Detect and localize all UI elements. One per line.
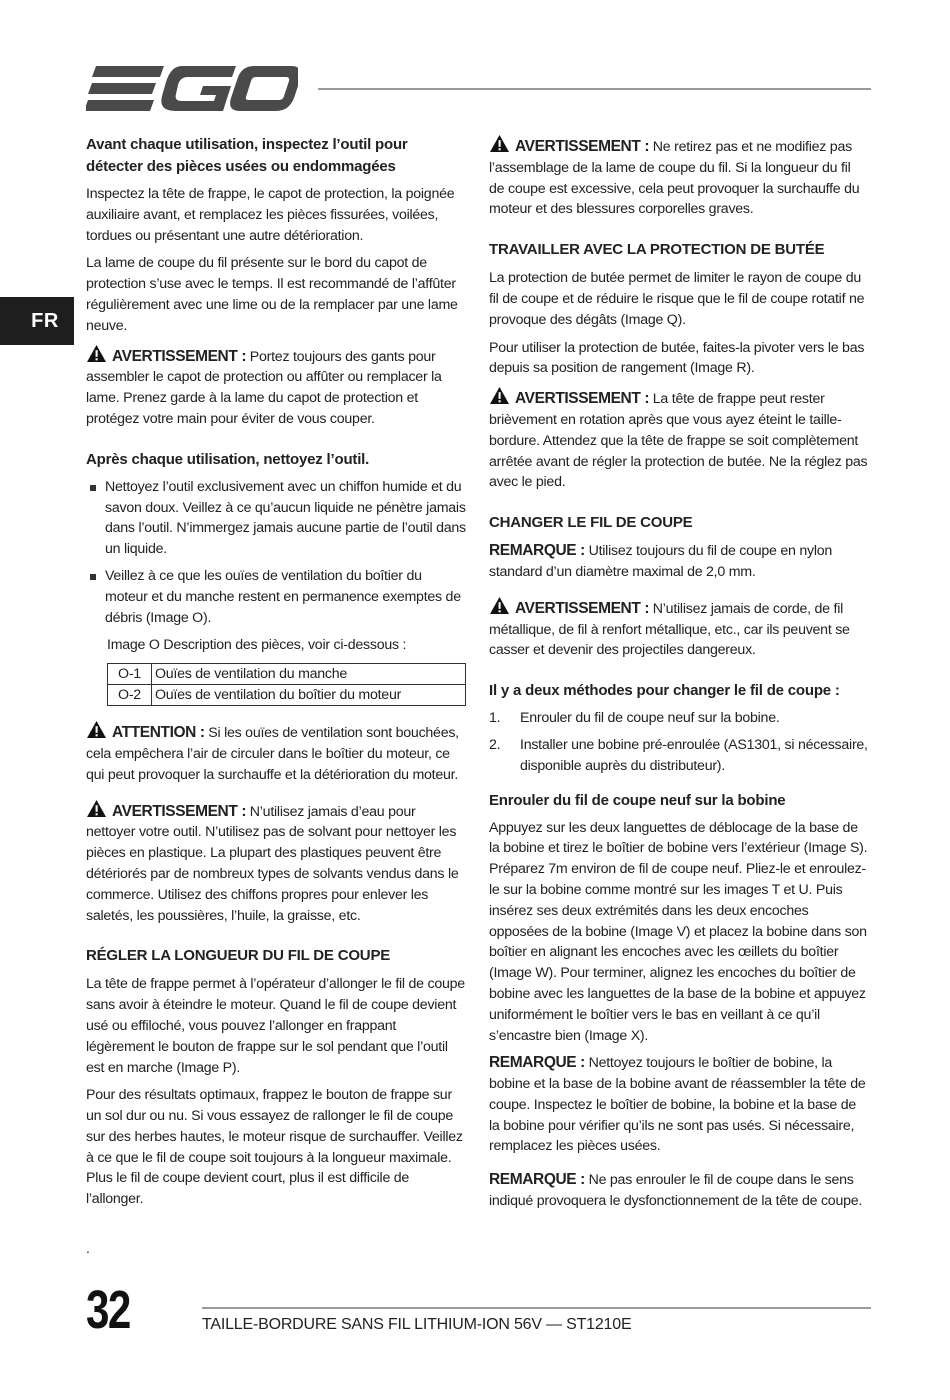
list-item: 1. Enrouler du fil de coupe neuf sur la bobine. — [489, 710, 780, 727]
wind-line-paragraph: Appuyez sur les deux languettes de déblocage de la base de la bobine et tirez le boîtier de bobine vers l’extérieur (Image S). Préparez 7m environ de fil de coupe neuf. Pliez-le et enroulez-le sur la bobine comme montré sur les images T et U. Puis insérez ses deux extrémités dans les deux encoches opposées de la bobine (Image V) et placez la bobine dans son boîtier en alignant les encoches avec les œillets du boîtier (Image W). Pour terminer, alignez les encoches du boîtier de bobine avec les languettes de la base de la bobine et appuyez uniformément le boîtier vers le bas en veillant à ce qu’il s’encastre bien (Image X). — [489, 819, 868, 1044]
bullet-square-icon — [90, 574, 96, 580]
footer-title: TAILLE-BORDURE SANS FIL LITHIUM-ION 56V — ST1210E — [202, 1316, 632, 1333]
warning-triangle-icon — [489, 386, 510, 405]
stray-dot: . — [86, 1240, 90, 1256]
methods-list — [489, 708, 869, 776]
table-row — [108, 664, 466, 685]
page-number: 32 — [86, 1280, 130, 1340]
image-o-caption: Image O Description des pièces, voir ci-dessous : — [107, 637, 407, 654]
warning-triangle-icon — [86, 344, 107, 363]
guard-paragraph-2: Pour utiliser la protection de butée, faites-la pivoter vers le bas depuis sa position de rangement (Image R). — [489, 339, 865, 377]
methods-heading: Il y a deux méthodes pour changer le fil de coupe : — [489, 682, 840, 700]
warning-label: AVERTISSEMENT : — [112, 802, 247, 820]
list-item: Nettoyez l’outil exclusivement avec un chiffon humide et du savon doux. Veillez à ce qu’aucun liquide ne pénètre jamais dans l’outil. N’immergez jamais aucune partie de l’outil dans un liquide. — [86, 477, 466, 560]
note-text: Ne pas enrouler le fil de coupe dans le sens indiqué provoquera le dysfonctionnement de la tête de coupe. — [489, 1172, 863, 1210]
left-column — [86, 134, 466, 1217]
note-nylon — [489, 541, 869, 583]
warning-triangle-icon — [86, 799, 107, 818]
note-label: REMARQUE : — [489, 1054, 585, 1072]
right-column — [489, 134, 869, 1219]
attention-vents — [86, 720, 466, 785]
line-length-paragraph-2: Pour des résultats optimaux, frappez le bouton de frappe sur un sol dur ou nu. Si vous essayez de rallonger le fil de coupe sur des herbes hautes, le moteur risque de surchauffer. Veillez à ce que le fil de coupe soit toujours à la longueur maximale. Plus le fil de coupe devient court, plus il est difficile de l’allonger. — [86, 1087, 463, 1208]
part-code: O-2 — [108, 685, 152, 706]
table-row — [108, 685, 466, 706]
note-clean-spool — [489, 1053, 869, 1157]
guard-heading: TRAVAILLER AVEC LA PROTECTION DE BUTÉE — [489, 241, 825, 259]
line-length-heading: RÉGLER LA LONGUEUR DU FIL DE COUPE — [86, 947, 391, 965]
warning-triangle-icon — [86, 720, 107, 739]
part-description: Ouïes de ventilation du boîtier du moteur — [152, 685, 466, 706]
warning-blade-assembly — [489, 134, 869, 220]
warning-label: AVERTISSEMENT : — [515, 390, 650, 408]
warning-label: AVERTISSEMENT : — [515, 599, 650, 617]
note-label: REMARQUE : — [489, 542, 585, 560]
header-rule — [318, 88, 871, 90]
warning-triangle-icon — [489, 596, 510, 615]
warning-no-wire — [489, 596, 869, 661]
note-text: Nettoyez toujours le boîtier de bobine, la bobine et la base de la bobine avant de réassembler la tête de coupe. Inspectez le boîtier de bobine, la bobine et la base de la bobine pour vérifier qu’ils ne sont pas usés. Si nécessaire, remplacez les pièces usées. — [489, 1055, 866, 1155]
warning-head-rotation — [489, 386, 869, 493]
ego-logo — [86, 64, 298, 114]
note-wind-direction — [489, 1170, 869, 1212]
part-description: Ouïes de ventilation du manche — [152, 664, 466, 685]
warning-text: Portez toujours des gants pour assembler le capot de protection ou affûter ou remplacer la lame. Prenez garde à la lame du capot de protection et protégez votre main pour éviter de vous couper. — [86, 348, 442, 427]
part-code: O-1 — [108, 664, 152, 685]
warning-text: N’utilisez jamais d’eau pour nettoyer votre outil. N’utilisez pas de solvant pour nettoyer les pièces en plastique. La plupart des plastiques peuvent être détériorés par de nombreux types de solvants vendus dans le commerce. Utilisez des chiffons propres pour enlever les saletés, les poussières, l’huile, la graisse, etc. — [86, 803, 459, 924]
note-label: REMARQUE : — [489, 1171, 585, 1189]
warning-water — [86, 799, 466, 927]
parts-table — [107, 663, 466, 706]
inspect-heading: Avant chaque utilisation, inspectez l’outil pour détecter des pièces usées ou endommagées — [86, 136, 408, 175]
wind-line-heading: Enrouler du fil de coupe neuf sur la bobine — [489, 791, 786, 809]
note-text: Utilisez toujours du fil de coupe en nylon standard d’un diamètre maximal de 2,0 mm. — [489, 543, 833, 580]
change-line-heading: CHANGER LE FIL DE COUPE — [489, 514, 693, 532]
warning-label: AVERTISSEMENT : — [112, 347, 247, 365]
warning-label: AVERTISSEMENT : — [515, 138, 650, 155]
language-tab: FR — [0, 297, 74, 345]
warning-text: N’utilisez jamais de corde, de fil métallique, de fil à renfort métallique, etc., car ils peuvent se casser et devenir des projectiles dangereux. — [489, 600, 850, 659]
warning-text: Ne retirez pas et ne modifiez pas l’assemblage de la lame de coupe du fil. Si la longueur du fil de coupe est excessive, cela peut provoquer la surchauffe du moteur et des blessures corporelles graves. — [489, 139, 860, 218]
warning-triangle-icon — [489, 134, 510, 153]
attention-label: ATTENTION : — [112, 724, 205, 742]
inspect-paragraph-2: La lame de coupe du fil présente sur le bord du capot de protection s’use avec le temps. Il est recommandé de l’affûter régulièrement avec une lime ou de la remplacer par une lame neuve. — [86, 255, 458, 334]
line-length-paragraph-1: La tête de frappe permet à l’opérateur d’allonger le fil de coupe sans avoir à éteindre le moteur. Quand le fil de coupe devient usé ou effiloché, vous pouvez l’allonger en frappant légèrement le bouton de frappe sur le sol pendant que l’outil est en marche (Image P). — [86, 976, 465, 1076]
footer-rule — [202, 1307, 871, 1309]
inspect-paragraph-1: Inspectez la tête de frappe, le capot de protection, la poignée auxiliaire avant, et remplacez les pièces fissurées, voilées, tordues ou présentant une autre détérioration. — [86, 186, 455, 244]
clean-heading: Après chaque utilisation, nettoyez l’outil. — [86, 450, 370, 468]
attention-text: Si les ouïes de ventilation sont bouchées, cela empêchera l’air de circuler dans le boîtier du moteur, ce qui peut provoquer la surchauffe et la détérioration du moteur. — [86, 725, 459, 783]
warning-text: La tête de frappe peut rester brièvement en rotation après que vous ayez éteint le taille-bordure. Attendez que la tête de frappe se soit complètement arrêtée avant de régler la protection de butée. Ne la réglez pas avec le pied. — [489, 391, 868, 491]
clean-bullet-list — [86, 477, 466, 629]
warning-gloves — [86, 344, 466, 430]
list-item: Veillez à ce que les ouïes de ventilation du boîtier du moteur et du manche restent en permanence exemptes de débris (Image O). — [86, 566, 466, 628]
list-item: 2. Installer une bobine pré-enroulée (AS1301, si nécessaire, disponible auprès du distributeur). — [489, 736, 868, 774]
bullet-square-icon — [90, 485, 96, 491]
guard-paragraph-1: La protection de butée permet de limiter le rayon de coupe du fil de coupe et de réduire le risque que le fil de coupe rotatif ne provoque des dégâts (Image Q). — [489, 270, 865, 328]
